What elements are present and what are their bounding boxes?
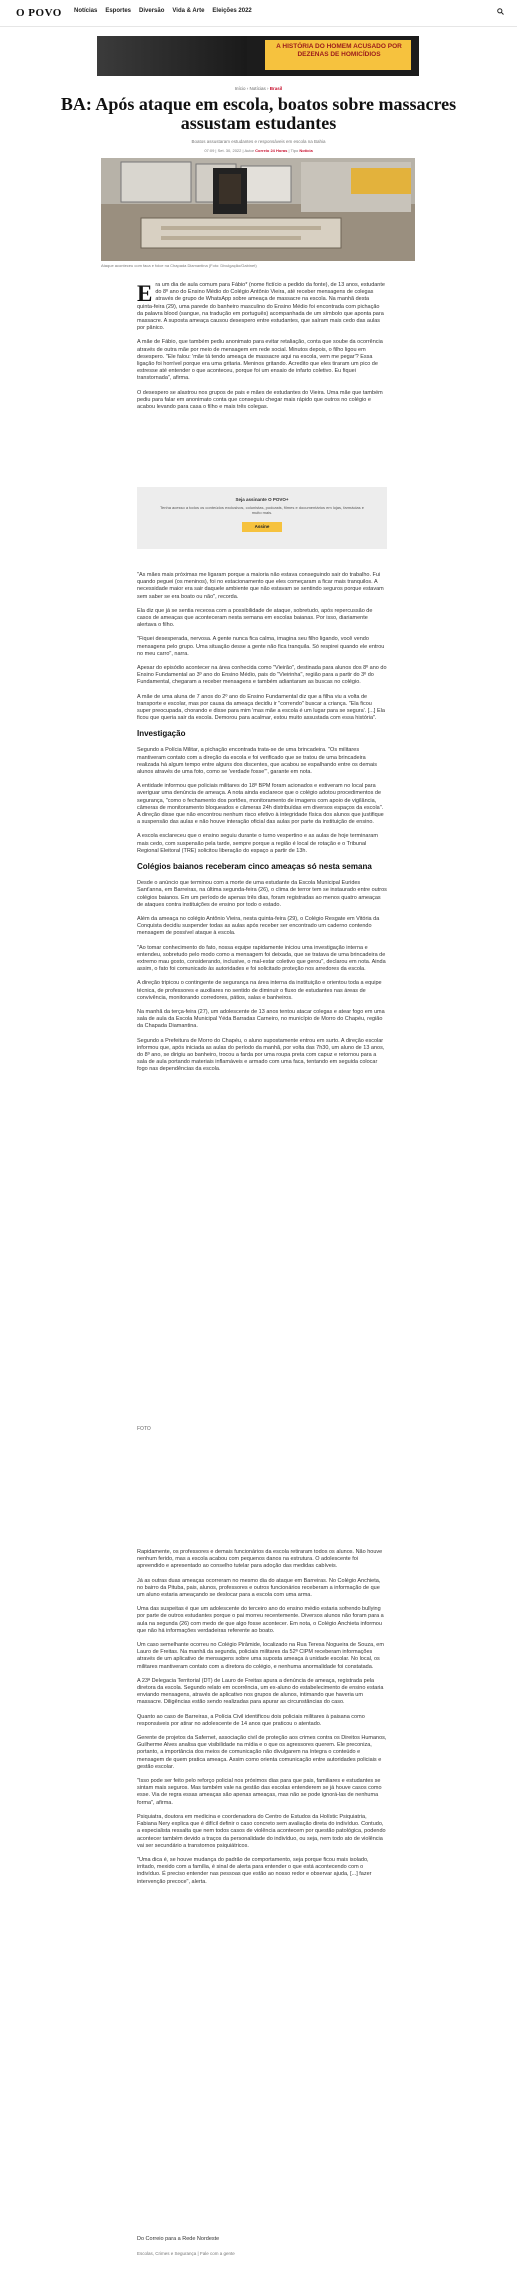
paragraph: Na manhã da terça-feira (27), um adolescente de 13 anos tentou atacar colegas e atear fogo em uma sala de aula da Escola Municipal Yéda Barradas Carneiro, no município de Morro do Chapéu, região da Chapada Diamantina. [137, 1008, 385, 1030]
dropcap: E [137, 281, 153, 306]
type-prefix: Tipo [290, 148, 299, 153]
top-navigation-bar [0, 0, 517, 27]
banner-text: A HISTÓRIA DO HOMEM ACUSADO POR DEZENAS DE HOMICÍDIOS [276, 43, 402, 58]
nav-item-esportes[interactable]: Esportes [105, 8, 132, 14]
lead-paragraph: Era um dia de aula comum para Fábio* (nome fictício a pedido da fonte), de 13 anos, estudante do 8º ano do Ensino Médio do Colégio Antônio Vieira, até receber mensagens de colegas através de grupo de WhatsApp sobre ameaça de massacre na escola. Na manhã desta quinta-feira (29), uma parede do banheiro masculino do Ensino Médio foi encontrada com pichação da palavra blood (sangue, na tradução em português) acompanhada de um símbolo que aponta para massacre. A suposta ameaça causou desespero entre estudantes, que saíram mais cedo das aulas por pânico. [137, 281, 385, 332]
nav-item-diversao[interactable]: Diversão [139, 8, 165, 14]
foto-label: FOTO [137, 1426, 151, 1432]
article-body-part-1 [137, 282, 387, 418]
classroom-illustration [101, 158, 415, 261]
article-title: BA: Após ataque em escola, boatos sobre massacres assustam estudantes [60, 94, 457, 133]
paragraph: A mãe de Fábio, que também pediu anonimato para evitar retaliação, conta que soube da ocorrência através de outra mãe por meio de mensagem em rede social. Minutos depois, o filho ligou em desespero. "Ele falou: 'mãe tá tendo ameaça de massacre aqui na escola, vem me pegar'? Essa ligação foi horrível porque era uma gritaria. Meninos gritando. Acredito que eles tiraram um pico de estresse até entender o que aconteceu, porque foi um ensaio de infarto coletivo. Eu fiquei transtornada", afirma. [137, 339, 383, 382]
paragraph: Gerente de projetos da Safernet, associação civil de proteção aos crimes contra os Direitos Humanos, Guilherme Alves analisa que visibilidade na mídia e o que os agressores querem. Ele preconiza, portanto, a importância dos meios de comunicação não divulgarem na íntegra o conteúdo e mensagem de quem pratica ameaça. Assim como orienta comunicação entre autoridades policiais e gestão escolar. [137, 1735, 387, 1770]
paragraph: Rapidamente, os professores e demais funcionários da escola retiraram todos os alunos. Não houve nenhum ferido, mas a escola acabou com pequenos danos na estrutura. O adolescente foi apreendido e apresentado ao conselho tutelar para adoção das medidas cabíveis. [137, 1549, 383, 1570]
paragraph: O desespero se alastrou nos grupos de pais e mães de estudantes do Vieira. Uma mãe que também pediu para falar em anonimato conta que conseguiu chegar mais rápido que outros no colégio e acabou levando para casa o filho e mais três colegas. [137, 389, 383, 411]
article-type: Notícia [299, 148, 313, 153]
nav-item-noticias[interactable]: Notícias [74, 8, 98, 14]
paragraph: A mãe de uma aluna de 7 anos do 2º ano do Ensino Fundamental diz que a filha viu a volta de transporte e escolar, mas por causa da ameaça decidiu ir "correndo" buscar a criança. "Ela ficou super preocupada, chorando e disse para mim 'mas mãe a escola é um lugar para se segura'. [...] Ela ficou que queria sair da escola. Demorou para acalmar, estou muito assustada com essa história". [137, 693, 385, 722]
main-nav [74, 8, 252, 14]
article-subtitle: Boatos assustaram estudantes e responsáveis em escola na Bahia [191, 139, 326, 144]
paragraph: A 23ª Delegacia Territorial (DT) de Lauro de Freitas apura a denúncia de ameaça, registrada pela diretora da escola. Segundo relato em ocorrência, um ex-aluno do estabelecimento de ensino estaria enviando mensagens, através de aplicativo nos grupos de alunos, intimando que haveria um massacre. Diligências estão sendo realizadas para apurar as circunstâncias do caso. [137, 1677, 384, 1706]
paragraph: Um caso semelhante ocorreu no Colégio Pirâmide, localizado na Rua Teresa Nogueira de Souza, em Lauro de Freitas. Na manhã da segunda, policiais militares da 52ª CIPM receberam informações através de um aplicativo de mensagens sobre uma suposta ameaça à unidade escolar. No local, os militares mantiveram contato com a diretora do colégio, e nenhuma anormalidade foi constatada. [137, 1642, 384, 1670]
author-name[interactable]: Correio 24 Horas [255, 148, 288, 153]
section-heading-investigacao: Investigação [137, 729, 186, 739]
paragraph: "Uma dica é, se houve mudança do padrão de comportamento, seja porque ficou mais isolado, irritado, mexido com a família, é sinal de alerta para entender o que está acontecendo com o indivíduo. É preciso entender nas pessoas que estão ao nosso redor e observar ajuda, [...] fazer intervenção precoce", alerta. [137, 1856, 372, 1885]
banner-photo [97, 36, 247, 76]
breadcrumb: Início › Notícias › Brasil [234, 86, 283, 91]
paragraph: Uma das suspeitas é que um adolescente do terceiro ano do ensino médio estaria sofrendo bullying por parte de outros estudantes porque o pai morreu recentemente. Diversos alunos não foram para a aula na segunda (26) com medo de que algo fosse acontecer. Em nota, o Colégio Anchieta informou que não há informações verdadeiras referente ao boato. [137, 1606, 384, 1634]
paragraph: "As mães mais próximas me ligaram porque a maioria não estava conseguindo sair do trabalho. Fui quando peguei (os meninos), foi no estacionamento que eles começaram a ficar mais tranquilos. A necessidade maior era sair daquele ambiente que não estavam se sentindo seguros porque estavam sem saber se era boato ou não", recorda. [137, 572, 384, 600]
nav-item-vida-arte[interactable]: Vida & Arte [172, 8, 205, 14]
publish-date: 07:09 | Set. 30, 2022 [204, 148, 242, 153]
subscription-promo [137, 487, 387, 549]
article-tags[interactable]: Escolas, Crimes e Segurança | Fale com a gente [137, 2251, 235, 2256]
paragraph: Já as outras duas ameaças ocorreram no mesmo dia do ataque em Barreiras. No Colégio Anchieta, no bairro da Pituba, pais, alunos, professores e outros funcionários receberam a informação de que um aluno estaria ameaçando se deslocar para a escola com uma arma. [137, 1577, 381, 1599]
paragraph: Segundo a Polícia Militar, a pichação encontrada trata-se de uma brincadeira. "Os militares mantiveram contato com a direção da escola e foi verificado que se tratou de uma brincadeira realizada há algum tempo entre alguns dos discentes, que acabou se espalhando entre os demais alunos através de uma foto, como se 'verdade fosse'", garante em nota. [137, 747, 378, 776]
nav-item-eleicoes[interactable]: Eleições 2022 [212, 8, 252, 14]
subscribe-button[interactable]: Assine [242, 522, 282, 532]
paragraph: A entidade informou que policiais militares do 18º BPM foram acionados e estiveram no local para averiguar uma denúncia de ameaça. A nota ainda esclarece que o colégio adotou procedimentos de segurança, "como o fechamento dos portões, monitoramento de imagens com apoio de vigilância, câmeras de monitoramento bloqueados e câmeras 24h distribuídas em diversos espaços da escola". A direção disse que não encontrou nenhum risco efetivo à integridade física dos alunos que justifique a suspensão das aulas e não houve interação oficial das aulas por parte da instituição de ensino. [137, 783, 384, 826]
breadcrumb-inicio[interactable]: Início [234, 86, 246, 91]
paragraph: Ela diz que já se sentia receosa com a possibilidade de ataque, sobretudo, após repercussão de casos de ameaças que aconteceram nesta semana em escolas baianas. Por isso, diariamente alertava o filho. [137, 607, 373, 629]
paragraph: "Ao tomar conhecimento do fato, nossa equipe rapidamente iniciou uma investigação interna e entendeu, sobretudo pelo modo como a mensagem foi deixada, que se tratava de uma brincadeira de extremo mau gosto, considerando, inclusive, o mal-estar coletivo que gerou", declarou em nota. Ainda assim, o fato foi comunicado às autoridades e foi solicitado proteção nos arredores da escola. [137, 944, 386, 973]
breadcrumb-noticias[interactable]: Notícias [249, 86, 266, 91]
site-logo[interactable]: O POVO [16, 7, 62, 19]
paragraph: Segundo a Prefeitura de Morro do Chapéu, o aluno supostamente entrou em surto. A direção escolar informou que, após iniciada as aulas do período da manhã, por volta das 7h30, um aluno de 13 anos, do 8º ano, se dirigiu ao banheiro, trocou a farda por uma roupa preta com capuz e retornou para a sala de aula portando materiais inflamáveis e armado com uma faca, tentando em seguida colocar fogo nas dependências da escola. [137, 1037, 385, 1073]
paragraph: "Isso pode ser feito pelo reforço policial nos próximos dias para que pais, familiares e estudantes se sintam mais seguros. Mas também vale na gestão das escolas entenderem se já houve casos como esse. Via de regra essas ameaças são apenas ameaças, mas não se pode ignorá-las de nenhuma forma", afirma. [137, 1778, 382, 1806]
ad-banner[interactable] [97, 36, 419, 76]
article-source: Do Correio para a Rede Nordeste [137, 2236, 220, 2242]
search-icon[interactable] [497, 8, 504, 15]
paragraph: A direção tripicou o contingente de segurança na área interna da instituição e orientou toda a equipe técnica, de professores e auxiliares no sentido de diminuir o fluxo de estudantes nas áreas de convivência, monitorando corredores, pátios, salas e banheiros. [137, 980, 382, 1001]
article-hero-image [101, 158, 415, 261]
paragraph: Psiquiatra, doutora em medicina e coordenadora do Centro de Estudos da Holístic Psiquiatria, Fabiana Nery explica que é difícil definir o caso concreto sem avaliação direta do indivíduo. Contudo, a especialista ressalta que nem todos casos de violência acontecem por questão patológica, podendo acontecer também devido a traços da personalidade do indivíduo, ou seja, nem todo ato de violência vai ser secundário a transtornos psiquiátricos. [137, 1813, 386, 1849]
paragraph: "Fiquei desesperada, nervosa. A gente nunca fica calma, imagina seu filho ligando, você vendo mensagens pelo grupo. Uma situação desse a gente não fica tranquila. Só respirei quando ele entrou no meu carro", narra. [137, 636, 385, 657]
paragraph: Além da ameaça no colégio Antônio Vieira, nesta quinta-feira (29), o Colégio Resgate em Vitória da Conquista decidiu suspender todas as aulas após receber ser encontrado um caderno contendo mensagem de possível ataque à escola. [137, 915, 380, 937]
section-heading-ameacas: Colégios baianos receberam cinco ameaças só nesta semana [137, 862, 372, 872]
breadcrumb-brasil[interactable]: Brasil [269, 86, 283, 91]
article-meta: 07:09 | Set. 30, 2022 | Autor Correio 24 Horas | Tipo Notícia [204, 148, 313, 153]
paragraph: A escola esclareceu que o ensino seguiu durante o turno vespertino e as aulas de hoje terminaram mais cedo, com suspensão pela tarde, sempre porque a região é local de rotação e o Tribunal Regional Eleitoral (TRE) solicitou liberação do espaço a partir de 13h. [137, 833, 378, 854]
article-body-part-2 [137, 572, 387, 1081]
paragraph: Quanto ao caso de Barreiras, a Polícia Civil identificou dois policiais militares à paisana como responsáveis por atirar no adolescente de 14 anos que praticou o atentado. [137, 1713, 365, 1727]
image-caption: Ataque aconteceu com faca e foice na Chapada Diamantina (Foto: Divulgação/Gabinet) [101, 263, 257, 268]
author-prefix: Autor [244, 148, 254, 153]
embedded-photo-placeholder [137, 1437, 387, 1532]
paragraph: Apesar do episódio acontecer na área conhecida como "Vieirão", destinada para alunos dos 8º ano do Ensino Fundamental ao 3º ano do Ensino Médio, pais do "Vieirinha", região para a partir do 3º do Fundamental, chegaram a receber mensagens e também adiantaram as buscas no colégio. [137, 665, 387, 686]
promo-description: Tenha acesso a todos os conteúdos exclusivos, colunistas, podcasts, filmes e documentários em lojas, farmácias e muito mais. [160, 505, 364, 515]
promo-title: Seja assinante O POVO+ [235, 497, 289, 502]
paragraph: Desde o anúncio que terminou com a morte de uma estudante da Escola Municipal Eurides Sant'anna, em Barreiras, na última segunda-feira (26), o clima de terror tem se instaurado entre outros colégios baianos. Em um período de apenas três dias, foram registradas ao menos quatro ameaças de ataques contra instituições de ensino por todo o estado. [137, 880, 387, 908]
article-body-part-3 [137, 1549, 387, 1893]
